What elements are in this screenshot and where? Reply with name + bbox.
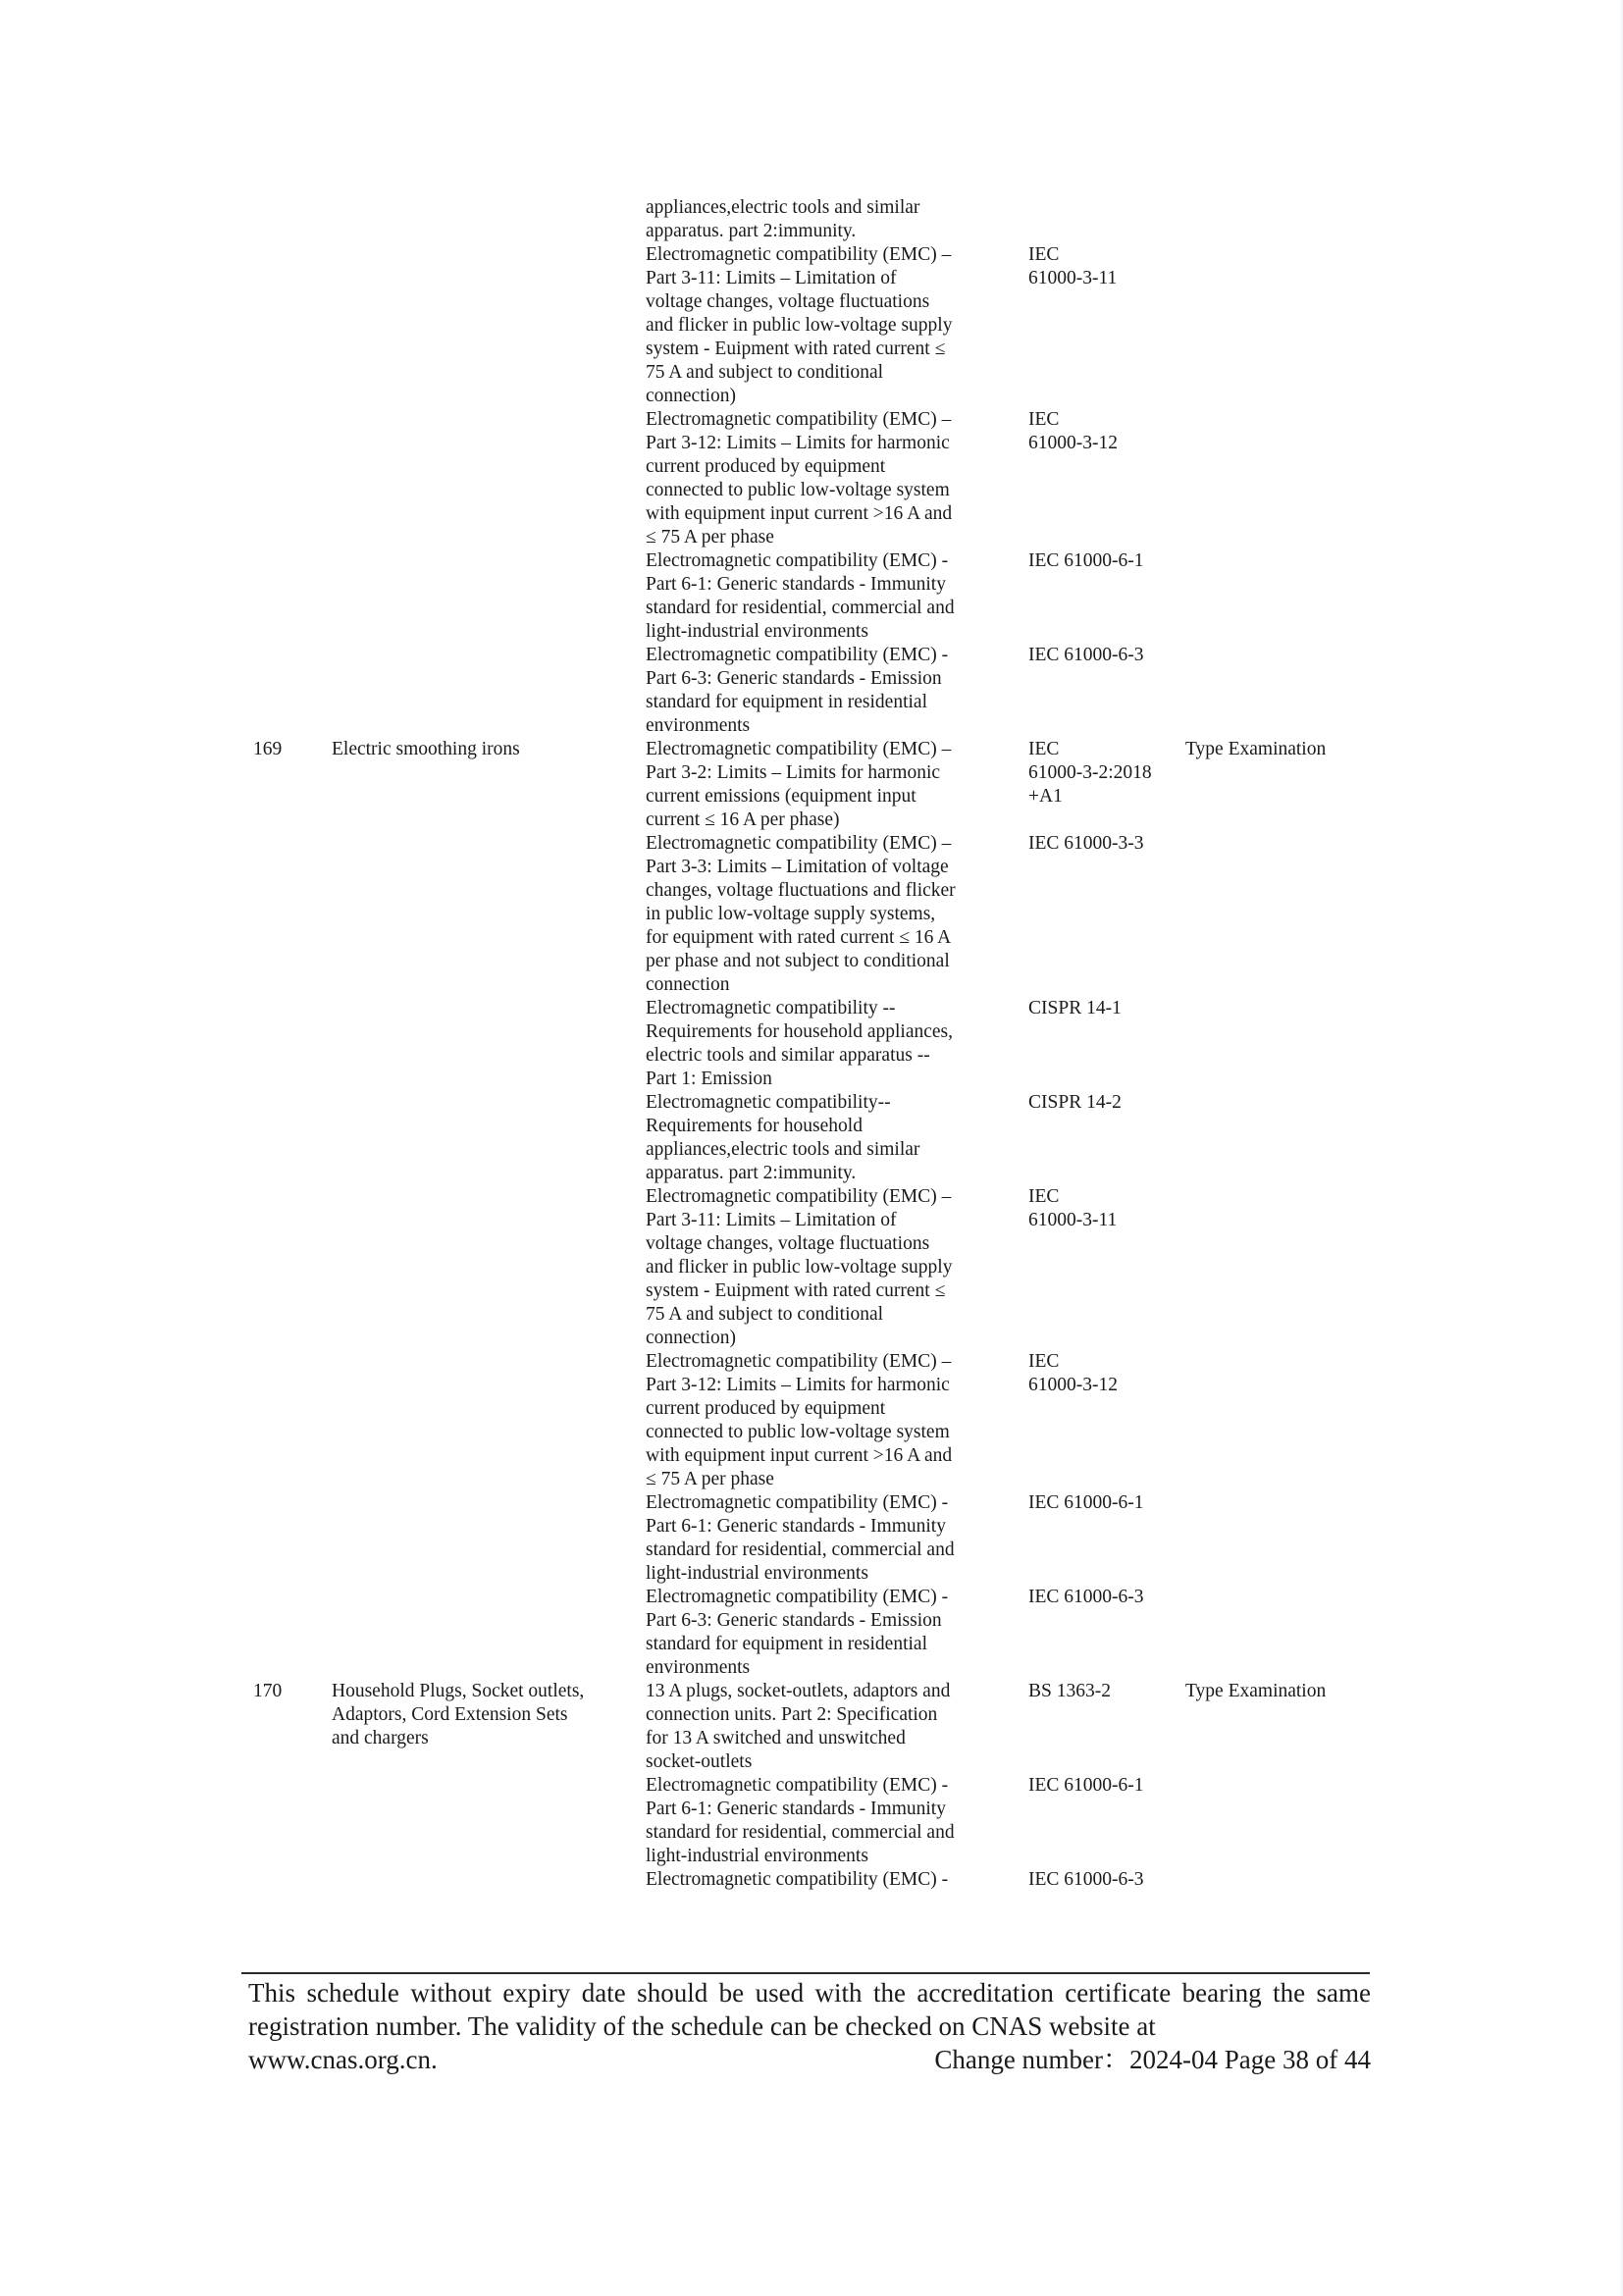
standard-title: 13 A plugs, socket-outlets, adaptors and connection units. Part 2: Specification for 13 A switched and unswitched socket-outlets [646, 1681, 951, 1772]
schedule-row [236, 549, 1384, 644]
standard-title: Electromagnetic compatibility (EMC) – Part 3-12: Limits – Limits for harmonic current produced by equipment connected to public low-voltage system with equipment input current >16 A and ≤ 75 A per phase [646, 409, 953, 548]
standard-code: IEC 61000-6-3 [1028, 1869, 1144, 1890]
standard-code: CISPR 14-2 [1028, 1092, 1122, 1113]
schedule-row [236, 832, 1384, 997]
standard-title: Electromagnetic compatibility-- Requirements for household appliances,electric tools and similar apparatus. part 2:immunity. [646, 1092, 920, 1183]
standard-title: Electromagnetic compatibility (EMC) – Part 3-11: Limits – Limitation of voltage changes, voltage fluctuations and flicker in public low-voltage supply system - Euipment with rated current ≤ 75 A and subject to conditional connection) [646, 244, 953, 406]
schedule-row [236, 1868, 1384, 1892]
standard-title: Electromagnetic compatibility (EMC) – Part 3-2: Limits – Limits for harmonic current emissions (equipment input current ≤ 16 A per phase) [646, 739, 952, 830]
schedule-row [236, 196, 1384, 243]
standard-code: IEC 61000-3-2:2018 +A1 [1028, 739, 1152, 807]
standard-code: IEC 61000-6-1 [1028, 1492, 1144, 1513]
schedule-row [236, 1491, 1384, 1586]
change-number-page: Change number：2024-04 Page 38 of 44 [934, 2045, 1371, 2074]
page-footer [248, 1976, 1371, 2076]
test-method: Type Examination [1185, 1681, 1327, 1701]
standard-title: Electromagnetic compatibility (EMC) - Part 6-3: Generic standards - Emission standard for equipment in residential environments [646, 645, 949, 736]
standard-title: Electromagnetic compatibility (EMC) – Part 3-3: Limits – Limitation of voltage changes, voltage fluctuations and flicker in public low-voltage supply systems, for equipment with rated current ≤ 16 A per phase and not subject to conditional connection [646, 833, 956, 995]
schedule-row [236, 738, 1384, 832]
standard-code: IEC 61000-6-3 [1028, 645, 1144, 665]
standard-code: IEC 61000-3-12 [1028, 1351, 1118, 1395]
product-name: Electric smoothing irons [332, 739, 520, 759]
row-number: 169 [253, 739, 283, 759]
standard-code: IEC 61000-6-1 [1028, 1775, 1144, 1796]
footer-last-line [248, 2043, 1371, 2076]
standard-code: IEC 61000-3-11 [1028, 244, 1118, 288]
standard-code: IEC 61000-3-11 [1028, 1186, 1118, 1230]
schedule-row [236, 408, 1384, 549]
standard-code: IEC 61000-3-3 [1028, 833, 1144, 854]
schedule-row [236, 1586, 1384, 1680]
standard-code: CISPR 14-1 [1028, 998, 1122, 1018]
schedule-row [236, 1350, 1384, 1491]
footer-divider [241, 1972, 1370, 1974]
test-method: Type Examination [1185, 739, 1327, 759]
standard-title: Electromagnetic compatibility (EMC) – Part 3-12: Limits – Limits for harmonic current produced by equipment connected to public low-voltage system with equipment input current >16 A and ≤ 75 A per phase [646, 1351, 953, 1489]
schedule-row [236, 1185, 1384, 1350]
standard-title: Electromagnetic compatibility -- Requirements for household appliances, electric tools and similar apparatus -- Part 1: Emission [646, 998, 953, 1089]
standard-code: BS 1363-2 [1028, 1681, 1111, 1701]
standard-title: Electromagnetic compatibility (EMC) - Part 6-1: Generic standards - Immunity standard for residential, commercial and light-industrial environments [646, 550, 955, 642]
cnas-website-link[interactable]: www.cnas.org.cn. [248, 2045, 438, 2074]
standard-title: Electromagnetic compatibility (EMC) - [646, 1869, 949, 1890]
standard-title: Electromagnetic compatibility (EMC) - Part 6-1: Generic standards - Immunity standard for residential, commercial and light-industrial environments [646, 1775, 955, 1866]
schedule-row [236, 1091, 1384, 1185]
standard-code: IEC 61000-3-12 [1028, 409, 1118, 453]
schedule-row [236, 1774, 1384, 1868]
footer-note: This schedule without expiry date should be used with the accreditation certificate bearing the same registration number. The validity of the schedule can be checked on CNAS website at [248, 1978, 1371, 2041]
schedule-row [236, 1680, 1384, 1774]
schedule-row [236, 243, 1384, 408]
standard-code: IEC 61000-6-1 [1028, 550, 1144, 571]
product-name: Household Plugs, Socket outlets, Adaptors, Cord Extension Sets and chargers [332, 1681, 585, 1748]
standard-title: Electromagnetic compatibility (EMC) – Part 3-11: Limits – Limitation of voltage changes, voltage fluctuations and flicker in public low-voltage supply system - Euipment with rated current ≤ 75 A and subject to conditional connection) [646, 1186, 953, 1348]
accreditation-schedule-table [236, 196, 1384, 1892]
standard-title: appliances,electric tools and similar apparatus. part 2:immunity. [646, 197, 920, 241]
schedule-row [236, 997, 1384, 1091]
standard-code: IEC 61000-6-3 [1028, 1587, 1144, 1607]
row-number: 170 [253, 1681, 283, 1701]
standard-title: Electromagnetic compatibility (EMC) - Part 6-1: Generic standards - Immunity standard for residential, commercial and light-industrial environments [646, 1492, 955, 1584]
standard-title: Electromagnetic compatibility (EMC) - Part 6-3: Generic standards - Emission standard for equipment in residential environments [646, 1587, 949, 1678]
schedule-row [236, 644, 1384, 738]
